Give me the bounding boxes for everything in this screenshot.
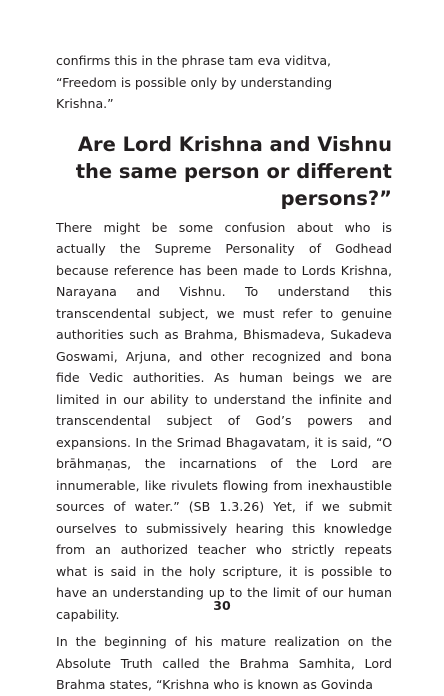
body-paragraph-1: There might be some confusion about who is actually the Supreme Personality of Godhead because reference has been made to Lords Krishna, Narayana and Vishnu. To understand this transcendental subject, we must refer to genuine authorities such as Brahma, Bhismadeva, Sukadeva Goswami, Arjuna, and other recognized and bona fide Vedic authorities. As human beings we are limited in our ability to understand the infinite and transcendental subject of God’s powers and expansions. In the Srimad Bhagavatam, it is said, “O brāhmaṇas, the incarnations of the Lord are innumerable, like rivulets flowing from inexhaustible sources of water.” (SB 1.3.26) Yet, if we submit ourselves to submissively hearing this knowledge from an authorized teacher who strictly repeats what is said in the holy scripture, it is possible to have an understanding up to the limit of our human capability.	[56, 219, 392, 622]
body-paragraph-2: In the beginning of his mature realization on the Absolute Truth called the Brahma Samhita, Lord Brahma states, “Krishna who is known as Govinda	[56, 634, 392, 692]
page-number: 30	[213, 598, 231, 613]
section-heading: Are Lord Krishna and Vishnu the same person or different persons?”	[75, 132, 392, 210]
intro-paragraph: confirms this in the phrase tam eva viditva, “Freedom is possible only by understanding Krishna.”	[56, 53, 333, 111]
